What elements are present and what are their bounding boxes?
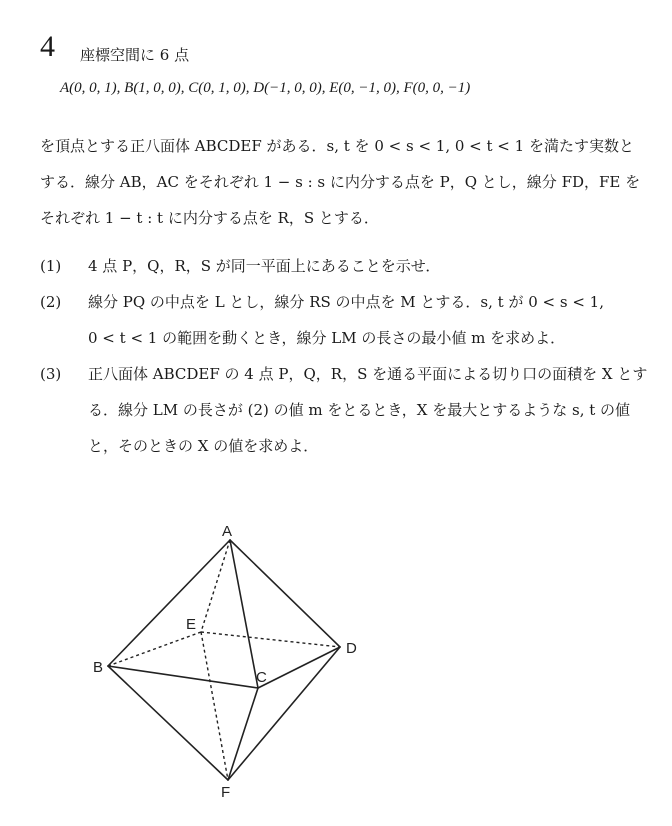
points-line: A(0, 0, 1), B(1, 0, 0), C(0, 1, 0), D(−1, 0, 0), E(0, −1, 0), F(0, 0, −1)	[60, 80, 471, 96]
edge-cd	[258, 647, 340, 688]
octahedron-figure	[0, 510, 672, 810]
question-number: (2)	[40, 293, 62, 311]
vertex-label-d: D	[346, 640, 357, 657]
edge-bf	[108, 666, 228, 780]
vertex-label-f: F	[221, 784, 231, 801]
question-line: と，そのときの X の値を求めよ．	[88, 437, 319, 455]
question-body	[88, 248, 648, 284]
question-number: (3)	[40, 365, 62, 383]
problem-number: 4	[40, 30, 55, 63]
intro-line: する．線分 AB，AC をそれぞれ 1 − s : s に内分する点を P，Q とし，線分 FD，FE を	[40, 173, 641, 191]
question-number: (1)	[40, 257, 62, 275]
edge-df	[228, 647, 340, 780]
question-body	[88, 284, 648, 356]
vertex-label-b: B	[93, 659, 104, 676]
question-line: 4 点 P，Q，R，S が同一平面上にあることを示せ．	[88, 257, 441, 275]
problem-intro	[40, 128, 640, 236]
edge-de-hidden	[201, 632, 340, 647]
intro-line: を頂点とする正八面体 ABCDEF がある．s, t を 0 < s < 1, 0 < t < 1 を満たす実数と	[40, 137, 634, 155]
edge-ae-hidden	[201, 540, 230, 632]
edge-cf	[228, 688, 258, 780]
vertex-label-a: A	[222, 523, 233, 540]
vertex-label-e: E	[186, 616, 197, 633]
question-line: る．線分 LM の長さが (2) の値 m をとるとき，X を最大とするような s, t の値	[88, 401, 631, 419]
question-line: 0 < t < 1 の範囲を動くとき，線分 LM の長さの最小値 m を求めよ．	[88, 329, 566, 347]
edge-ab	[108, 540, 230, 666]
question-line: 線分 PQ の中点を L とし，線分 RS の中点を M とする．s, t が 0 < s < 1,	[88, 293, 604, 311]
edge-be-hidden	[108, 632, 201, 666]
question-line: 正八面体 ABCDEF の 4 点 P，Q，R，S を通る平面による切り口の面積を X とす	[88, 365, 648, 383]
edge-bc	[108, 666, 258, 688]
vertex-label-c: C	[256, 669, 267, 686]
problem-heading: 座標空間に 6 点	[80, 46, 190, 64]
intro-line: それぞれ 1 − t : t に内分する点を R，S とする．	[40, 209, 379, 227]
question-body	[88, 356, 648, 464]
